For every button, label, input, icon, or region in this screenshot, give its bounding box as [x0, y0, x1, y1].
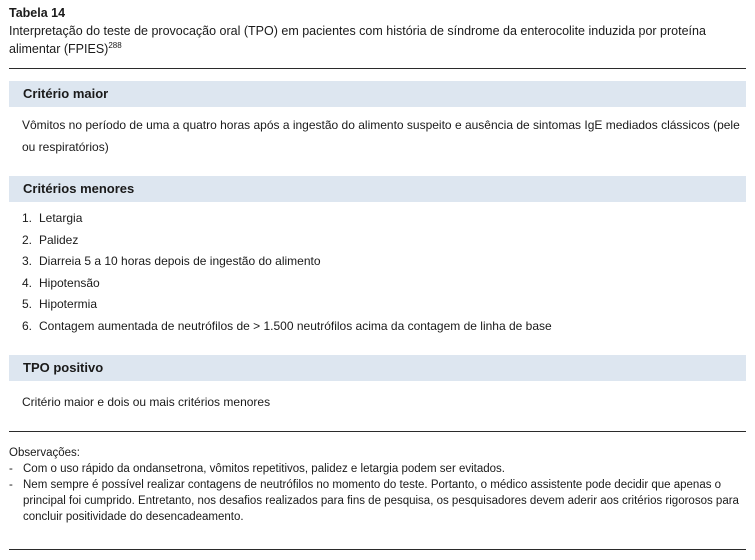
table-label: Tabela 14 — [9, 6, 66, 20]
note-text: Com o uso rápido da ondansetrona, vômitos repetitivos, palidez e letargia podem ser evitados. — [23, 463, 505, 475]
section-title-major: Critério maior — [23, 86, 109, 101]
list-item — [22, 208, 552, 230]
note-marker: - — [9, 463, 13, 475]
section-header-positive — [9, 355, 746, 381]
note-item — [9, 477, 746, 525]
section-title-minor: Critérios menores — [23, 181, 135, 196]
list-item — [22, 273, 552, 295]
minor-criteria-list — [22, 208, 552, 338]
positive-test-text: Critério maior e dois ou mais critérios menores — [22, 395, 271, 409]
section-header-major — [9, 81, 746, 107]
list-item — [22, 316, 552, 338]
list-item-number: 2. — [22, 232, 33, 247]
top-rule — [9, 68, 746, 69]
table-caption-text: Interpretação do teste de provocação oral (TPO) em pacientes com história de síndrome da enterocolite induzida por proteína alimentar (FPIES) — [9, 24, 706, 56]
notes-title: Observações: — [9, 447, 80, 459]
list-item-text: Palidez — [39, 232, 79, 247]
list-item-number: 5. — [22, 297, 33, 312]
list-item-text: Contagem aumentada de neutrófilos de > 1.500 neutrófilos acima da contagem de linha de base — [39, 318, 552, 333]
note-text: Nem sempre é possível realizar contagens de neutrófilos no momento do teste. Portanto, o médico assistente pode decidir que apenas o principal foi cumprido. Entretanto, nos desafios realizados para fins de pesquisa, os pesquisadores devem aderir aos critérios rigorosos para concluir positividade do desencadeamento. — [23, 479, 739, 523]
section-title-positive: TPO positivo — [23, 360, 104, 375]
note-marker: - — [9, 479, 13, 491]
caption-reference: 288 — [108, 41, 122, 50]
note-item — [9, 461, 746, 477]
bottom-rule — [9, 549, 746, 550]
section-header-minor — [9, 176, 746, 202]
middle-rule — [9, 431, 746, 432]
list-item — [22, 251, 552, 273]
list-item-number: 3. — [22, 254, 33, 269]
list-item-number: 1. — [22, 211, 33, 225]
list-item-number: 6. — [22, 318, 33, 333]
list-item-number: 4. — [22, 275, 33, 290]
notes-list — [9, 461, 746, 525]
table-caption — [9, 22, 746, 58]
list-item-text: Hipotermia — [39, 297, 98, 312]
major-criterion-text: Vômitos no período de uma a quatro horas após a ingestão do alimento suspeito e ausência de sintomas IgE mediados clássicos (pele ou respiratórios) — [22, 118, 740, 154]
list-item-text: Letargia — [39, 211, 83, 225]
list-item — [22, 294, 552, 316]
notes-section — [9, 445, 746, 525]
list-item-text: Diarreia 5 a 10 horas depois de ingestão do alimento — [39, 254, 321, 269]
list-item — [22, 230, 552, 252]
list-item-text: Hipotensão — [39, 275, 100, 290]
